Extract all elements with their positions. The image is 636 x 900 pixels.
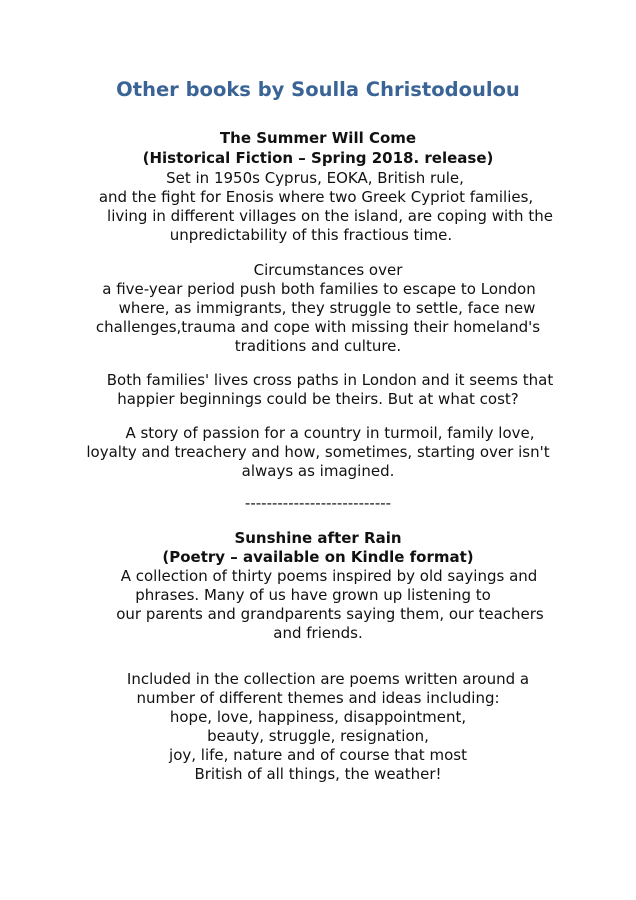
book1-para3-line2: happier beginnings could be theirs. But at what cost? [117, 390, 519, 408]
section-divider: --------------------------- [244, 494, 392, 512]
book1-subtitle: (Historical Fiction – Spring 2018. release) [142, 149, 494, 167]
book1-para4-line2: loyalty and treachery and how, sometimes, starting over isn't [86, 443, 550, 461]
book2-para1-line3: our parents and grandparents saying them, our teachers [116, 605, 544, 623]
page-heading: Other books by Soulla Christodoulou [116, 78, 520, 101]
book1-para3-line1: Both families' lives cross paths in London and it seems that [106, 371, 554, 389]
book2-para2-line2: number of different themes and ideas including: [136, 689, 500, 707]
book1-title: The Summer Will Come [219, 129, 417, 147]
book1-para4-line3: always as imagined. [241, 462, 395, 480]
book1-para1-line4: unpredictability of this fractious time. [169, 226, 453, 244]
book1-para1-line1: Set in 1950s Cyprus, EOKA, British rule, [166, 169, 464, 187]
book2-para2-line1: Included in the collection are poems written around a [126, 670, 530, 688]
book2-title: Sunshine after Rain [234, 529, 402, 547]
book2-para1-line1: A collection of thirty poems inspired by old sayings and [120, 567, 538, 585]
book2-para2-line6: British of all things, the weather! [194, 765, 442, 783]
book1-para1-line3: living in different villages on the island, are coping with the [107, 207, 553, 225]
book1-para2-line1: Circumstances over [253, 261, 403, 279]
book1-para2-line5: traditions and culture. [234, 337, 402, 355]
book2-para1-line4: and friends. [273, 624, 363, 642]
book1-para2-line2: a five-year period push both families to escape to London [102, 280, 536, 298]
book2-para2-line3: hope, love, happiness, disappointment, [169, 708, 467, 726]
book2-para2-line4: beauty, struggle, resignation, [207, 727, 429, 745]
book1-para1-line2: and the fight for Enosis where two Greek Cypriot families, [98, 188, 534, 206]
book2-para2-line5: joy, life, nature and of course that most [169, 746, 467, 764]
book2-para1-line2: phrases. Many of us have grown up listening to [135, 586, 491, 604]
book2-subtitle: (Poetry – available on Kindle format) [162, 548, 474, 566]
book1-para4-line1: A story of passion for a country in turmoil, family love, [125, 424, 535, 442]
book1-para2-line4: challenges,trauma and cope with missing their homeland's [95, 318, 541, 336]
book1-para2-line3: where, as immigrants, they struggle to settle, face new [118, 299, 536, 317]
